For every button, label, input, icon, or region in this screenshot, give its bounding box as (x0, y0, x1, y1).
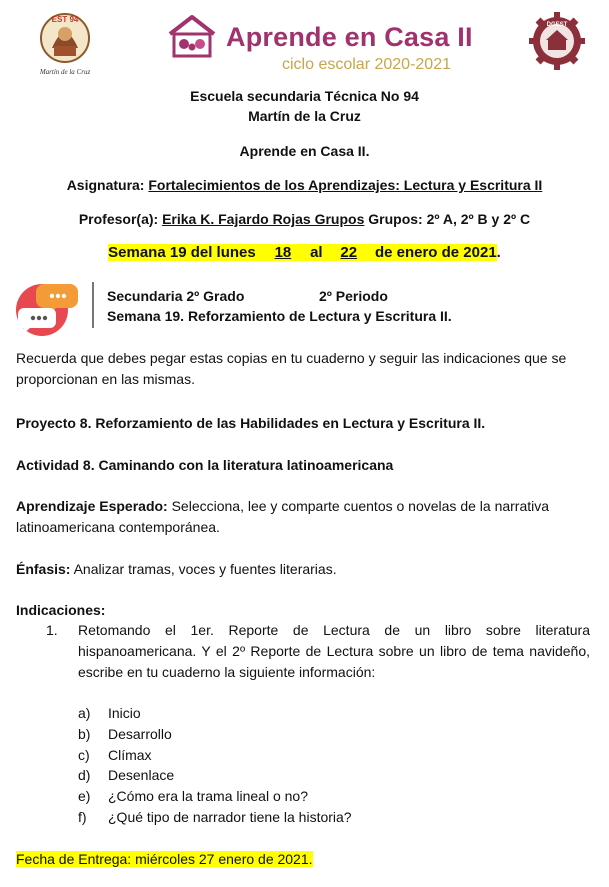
week-line (0, 244, 609, 261)
school-logo-est94 (30, 8, 100, 78)
list-item (78, 747, 152, 763)
list-item (78, 809, 352, 825)
due-date (16, 851, 313, 867)
emphasis-text: Analizar tramas, voces y fuentes literarias. (73, 561, 337, 577)
list-item (78, 767, 174, 783)
logo-right-text: DGEST (546, 22, 568, 28)
subject-line (0, 177, 609, 193)
emphasis (16, 559, 594, 580)
subject-label: Asignatura: (66, 177, 145, 193)
emphasis-label: Énfasis: (16, 561, 71, 577)
list-item-text: Desenlace (108, 767, 175, 783)
list-item-text: Inicio (108, 705, 141, 721)
reminder-text: Recuerda que debes pegar estas copias en tu cuaderno y seguir las indicaciones que se proporcionan en las mismas. (16, 350, 567, 387)
list-item-letter: e) (78, 788, 91, 804)
project-heading: Proyecto 8. Reforzamiento de las Habilidades en Lectura y Escritura II. (16, 415, 486, 431)
list-item-text: Clímax (108, 747, 152, 763)
list-item-text: Desarrollo (108, 726, 172, 742)
list-item-letter: c) (78, 747, 90, 763)
week-start-day: 18 (274, 244, 292, 261)
instruction-text: Retomando el 1er. Reporte de Lectura de un libro sobre literatura hispanoamericana. Y el 2º Reporte de Lectura sobre un libro de tema navideño, escribe en tu cuaderno la siguiente información: (78, 622, 590, 680)
teacher-value: Erika K. Fajardo Rojas Grupos (162, 211, 365, 227)
list-item (78, 788, 308, 804)
brand-title: Aprende en Casa II (226, 22, 473, 52)
subject-value: Fortalecimientos de los Aprendizajes: Lectura y Escritura II (148, 177, 543, 193)
groups-label: Grupos: (368, 211, 423, 227)
info-box-divider (92, 282, 94, 328)
expected-text: Selecciona, lee y comparte cuentos o novelas de la narrativa latinoamericana contemporánea. (16, 498, 550, 535)
groups-value: 2º A, 2º B y 2º C (426, 211, 531, 227)
teacher-label: Profesor(a): (78, 211, 159, 227)
instruction-item (46, 620, 590, 683)
school-name-line2: Martín de la Cruz (248, 108, 361, 124)
week-prefix: Semana 19 del lunes (108, 244, 256, 261)
info-topic: Semana 19. Reforzamiento de Lectura y Escritura II. (107, 308, 452, 324)
list-item (78, 726, 172, 742)
brand-subtitle: ciclo escolar 2020-2021 (282, 56, 451, 73)
week-end-day: 22 (340, 244, 358, 261)
list-item (78, 705, 141, 721)
instruction-number: 1. (46, 622, 58, 638)
teacher-line (0, 211, 609, 227)
due-date-text: Fecha de Entrega: miércoles 27 enero de 2021. (16, 851, 313, 867)
instructions-title: Indicaciones: (16, 602, 106, 618)
info-grade: Secundaria 2º Grado (107, 288, 245, 304)
list-item-text: ¿Cómo era la trama lineal o no? (108, 788, 308, 804)
expected-learning (16, 496, 594, 538)
week-period: . (496, 244, 501, 261)
week-suffix: de enero de 2021 (374, 244, 497, 261)
program-title: Aprende en Casa II. (239, 143, 370, 159)
aprende-en-casa-house-logo (166, 14, 218, 58)
list-item-letter: b) (78, 726, 91, 742)
chat-bubbles-icon (14, 278, 80, 338)
list-item-letter: a) (78, 705, 91, 721)
list-item-text: ¿Qué tipo de narrador tiene la historia? (108, 809, 352, 825)
logo-left-caption: Martín de la Cruz (39, 68, 91, 76)
dgest-gear-logo (528, 10, 586, 72)
activity-heading: Actividad 8. Caminando con la literatura latinoamericana (16, 457, 394, 473)
info-period: 2º Periodo (319, 288, 388, 304)
week-mid: al (310, 244, 323, 261)
list-item-letter: f) (78, 809, 87, 825)
list-item-letter: d) (78, 767, 91, 783)
school-name: Escuela secundaria Técnica No 94 (190, 88, 419, 104)
logo-left-top-text: EST 94 (51, 15, 79, 24)
expected-label: Aprendizaje Esperado: (16, 498, 168, 514)
